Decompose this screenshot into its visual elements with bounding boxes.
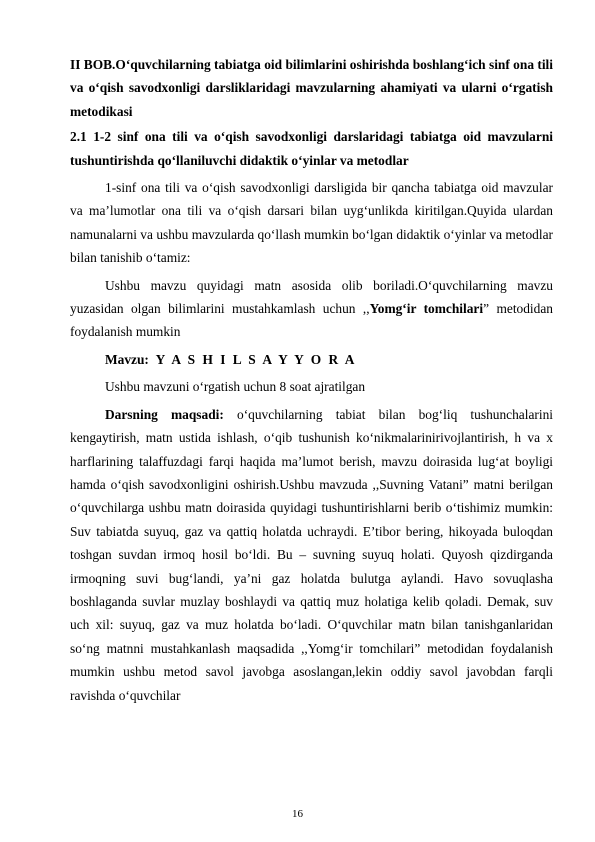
chapter-heading: II BOB.O‘quvchilarning tabiatga oid bilimlarini oshirishda boshlang‘ich sinf ona tili va o‘qish savodxonligi darsliklaridagi mavzularning ahamiyati va ularni o‘rgatish metodikasi (70, 57, 553, 119)
page-number: 16 (292, 808, 303, 820)
topic-title: Y A S H I L S A Y Y O R A (155, 351, 357, 367)
lesson-goal-label: Darsning maqsadi: (105, 406, 224, 422)
lesson-goal (70, 403, 553, 707)
hours-note: Ushbu mavzuni o‘rgatish uchun 8 soat ajratilgan (105, 379, 366, 395)
section-heading: 2.1 1-2 sinf ona tili va o‘qish savodxonligi darslaridagi tabiatga oid mavzularni tushuntirishda qo‘llaniluvchi didaktik o‘yinlar va metodlar (70, 129, 553, 168)
paragraph-method-text: Ushbu mavzu quyidagi matn asosida olib boriladi.O‘quvchilarning mavzu yuzasidan olgan bilimlarini mustahkamlash uchun ,, (70, 277, 553, 317)
document-page (70, 53, 553, 707)
paragraph-intro: 1-sinf ona tili va o‘qish savodxonligi darsligida bir qancha tabiatga oid mavzular va ma’lumotlar ona tili va o‘qish darsari bilan uyg‘unlikda kiritilgan.Quyida ulardan namunalarni va ushbu mavzularda qo‘llash mumkin bo‘lgan didaktik o‘yinlar va metodlar bilan tanishib o‘tamiz: (70, 180, 553, 266)
lesson-goal-text: o‘quvchilarning tabiat bilan bog‘liq tushunchalarini kengaytirish, matn ustida ishlash, o‘qib tushunish ko‘nikmalarinirivojlantirish, h va x harflarining talaffuzdagi farqi haqida ma’lumot berish, mavzu doirasida lug‘at boyligi hamda o‘qish savodxonligini oshirish.Ushbu mavzuda ,,Suvning Vatani” matni berilgan o‘quvchilarga ushbu matn doirasida quyidagi tushuntirishlarni berib o‘tishimiz mumkin: Suv tabiatda suyuq, gaz va qattiq holatda uchraydi. E’tibor bering, hikoyada buloqdan toshgan suvdan irmoq hosil bo‘ldi. Bu – suvning suyuq holati. Quyosh qizdirganda irmoqning suvi bug‘landi, ya’ni gaz holatda bulutga aylandi. Havo sovuqlasha boshlaganda suvlar muzlay boshlaydi va qattiq muz holatiga kelib qoladi. Demak, suv uch xil: suyuq, gaz va muz holatda bo‘ladi. O‘quvchilar matn bilan tanishganlaridan so‘ng matnni mustahkanlash maqsadida ,,Yomg‘ir tomchilari” metodidan foydalanish mumkin ushbu metod savol javobga asoslangan,lekin oddiy savol javobdan farqli ravishda o‘quvchilar (70, 406, 553, 703)
paragraph-method (70, 274, 553, 344)
method-name: Yomg‘ir tomchilari (369, 301, 484, 317)
paragraph-method-tail: ” metodidan foydalanish mumkin (70, 301, 553, 340)
topic-line (70, 348, 553, 371)
topic-label: Mavzu: (105, 351, 149, 367)
